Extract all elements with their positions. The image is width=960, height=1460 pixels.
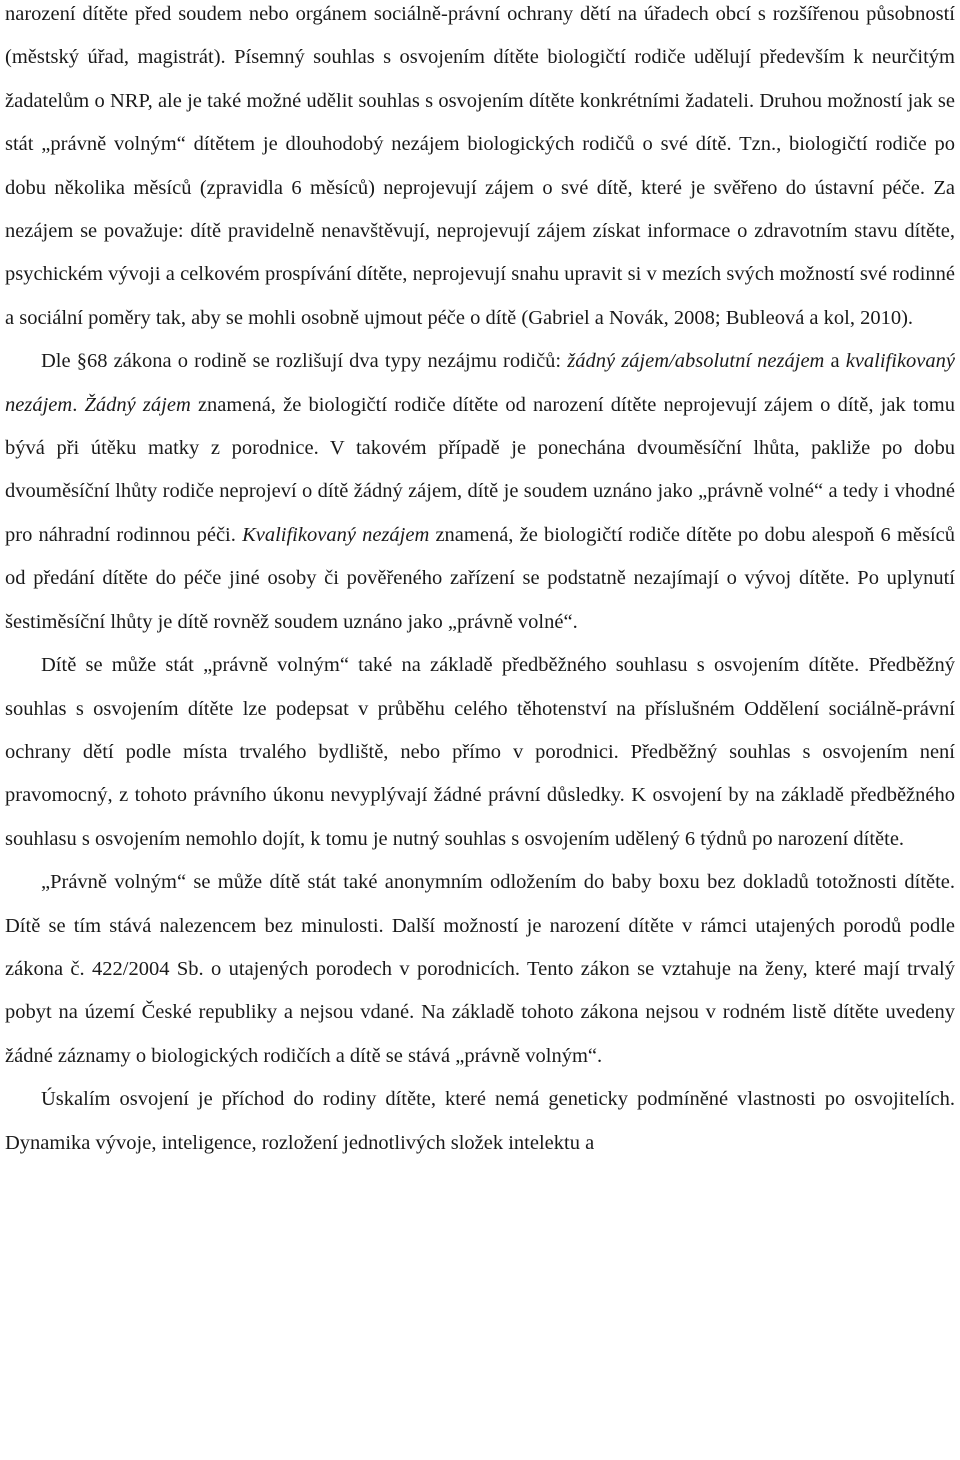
text-run: a bbox=[824, 350, 846, 373]
paragraph-5 bbox=[5, 1078, 955, 1165]
italic-text-run: Žádný zájem bbox=[84, 393, 191, 416]
text-run: narození dítěte před soudem nebo orgánem sociálně-právní ochrany dětí na úřadech obcí s rozšířenou působností (městský úřad, magistrát). Písemný souhlas s osvojením dítěte biologičtí rodiče udělují především k neurčitým žadatelům o NRP, ale je také možné udělit souhlas s osvojením dítěte konkrétními žadateli. Druhou možností jak se stát „právně volným“ dítětem je dlouhodobý nezájem biologických rodičů o své dítě. Tzn., biologičtí rodiče po dobu několika měsíců (zpravidla 6 měsíců) neprojevují zájem o své dítě, které je svěřeno do ústavní péče. Za nezájem se považuje: dítě pravidelně nenavštěvují, neprojevují zájem získat informace o zdravotním stavu dítěte, psychickém vývoji a celkovém prospívání dítěte, neprojevují snahu upravit si v mezích svých možností své rodinné a sociální poměry tak, aby se mohli osobně ujmout péče o dítě (Gabriel a Novák, 2008; Bubleová a kol, 2010). bbox=[5, 3, 955, 329]
text-run: . bbox=[72, 393, 85, 416]
text-run: znamená, že biologičtí rodiče dítěte od narození dítěte neprojevují zájem o dítě, jak tomu bývá při útěku matky z porodnice. V takovém případě je ponechána dvouměsíční lhůta, pakliže po dobu dvouměsíční lhůty rodiče neprojeví o dítě žádný zájem, dítě je soudem uznáno jako „právně volné“ a tedy i vhodné pro náhradní rodinnou péči. bbox=[5, 393, 956, 546]
text-run: Dítě se může stát „právně volným“ také na základě předběžného souhlasu s osvojením dítěte. Předběžný souhlas s osvojením dítěte lze podepsat v průběhu celého těhotenství na příslušném Oddělení sociálně-právní ochrany dětí podle místa trvalého bydliště, nebo přímo v porodnici. Předběžný souhlas s osvojením není pravomocný, z tohoto právního úkonu nevyplývají žádné právní důsledky. K osvojení by na základě předběžného souhlasu s osvojením nemohlo dojít, k tomu je nutný souhlas s osvojením udělený 6 týdnů po narození dítěte. bbox=[5, 654, 955, 850]
document-page bbox=[5, 0, 955, 1165]
text-run: znamená, že biologičtí rodiče dítěte po dobu alespoň 6 měsíců od předání dítěte do péče jiné osoby či pověřeného zařízení se podstatně nezajímají o vývoj dítěte. Po uplynutí šestiměsíční lhůty je dítě rovněž soudem uznáno jako „právně volné“. bbox=[5, 523, 956, 633]
paragraph-4 bbox=[5, 861, 955, 1078]
text-run: Dle §68 zákona o rodině se rozlišují dva typy nezájmu rodičů: bbox=[41, 350, 568, 373]
italic-text-run: žádný zájem/absolutní nezájem bbox=[567, 350, 825, 373]
italic-text-run: Kvalifikovaný nezájem bbox=[242, 523, 430, 546]
italic-text-run: kvalifikovaný nezájem bbox=[5, 350, 955, 416]
text-run: Úskalím osvojení je příchod do rodiny dítěte, které nemá geneticky podmíněné vlastnosti po osvojitelích. Dynamika vývoje, inteligence, rozložení jednotlivých složek intelektu a bbox=[5, 1088, 955, 1154]
paragraph-2 bbox=[5, 340, 955, 644]
text-run: „Právně volným“ se může dítě stát také anonymním odložením do baby boxu bez dokladů totožnosti dítěte. Dítě se tím stává nalezencem bez minulosti. Další možností je narození dítěte v rámci utajených porodů podle zákona č. 422/2004 Sb. o utajených porodech v porodnicích. Tento zákon se vztahuje na ženy, které mají trvalý pobyt na území České republiky a nejsou vdané. Na základě tohoto zákona nejsou v rodném listě dítěte uvedeny žádné záznamy o biologických rodičích a dítě se stává „právně volným“. bbox=[5, 871, 955, 1067]
paragraph-3 bbox=[5, 644, 955, 861]
paragraph-1 bbox=[5, 0, 955, 340]
